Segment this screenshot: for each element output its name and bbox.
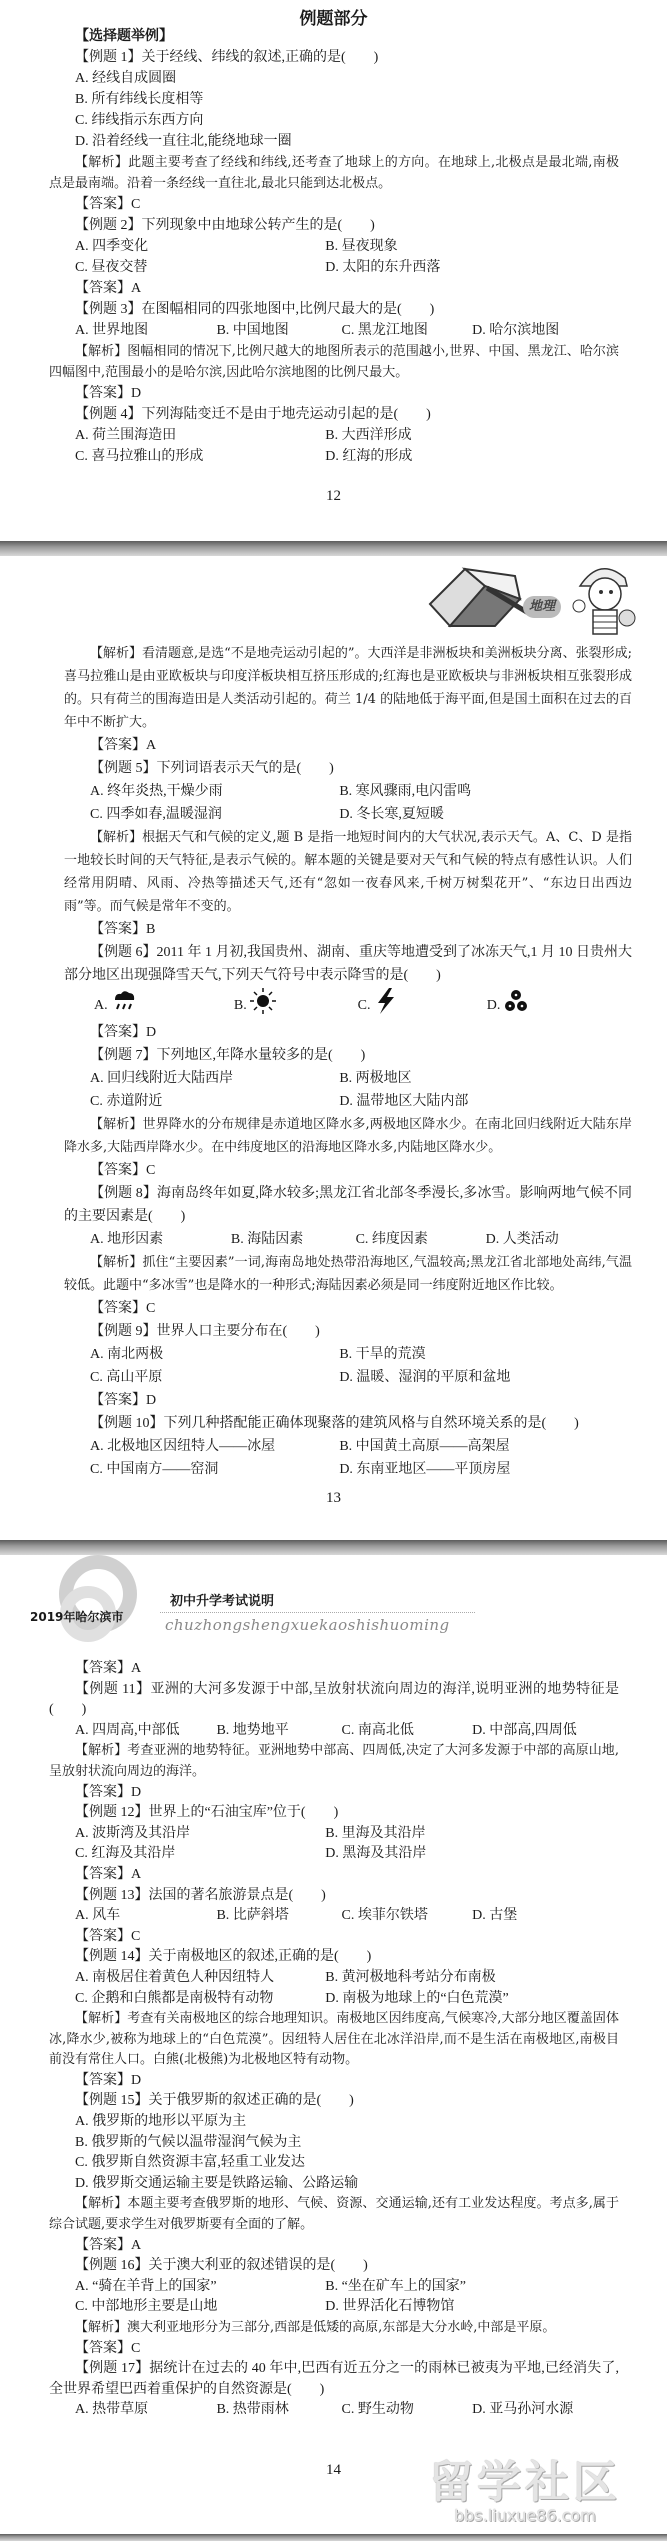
answer: 【答案】D	[75, 2072, 142, 2088]
option	[358, 987, 487, 1023]
option: C. 南高北低	[341, 1722, 414, 1738]
question: 【例题 14】关于南极地区的叙述,正确的是( )	[75, 1949, 372, 1965]
answer: 【答案】A	[75, 1866, 142, 1882]
answer: 【答案】A	[90, 738, 157, 753]
option: B. 比萨斜塔	[216, 1908, 289, 1924]
option: A. 四周高,中部低	[75, 1722, 180, 1738]
answer: 【答案】A	[75, 281, 142, 296]
options-group	[49, 1824, 619, 1865]
options-group	[49, 2112, 619, 2194]
option: C. 野生动物	[341, 2402, 414, 2418]
answer: 【答案】C	[90, 1163, 156, 1178]
option: C. 四季如春,温暖湿润	[90, 807, 222, 822]
answer: 【答案】C	[75, 197, 141, 212]
option-label: C.	[357, 997, 371, 1013]
option: D. 世界活化石博物馆	[325, 2299, 455, 2315]
question: 【例题 10】下列几种搭配能正确体现聚落的建筑风格与自然环境关系的是( )	[90, 1416, 579, 1431]
options-group	[49, 68, 619, 152]
option: B. 大西洋形成	[325, 428, 412, 443]
option: D. 古堡	[472, 1908, 518, 1924]
options-group	[49, 236, 619, 278]
page-content	[49, 26, 619, 467]
answer: 【答案】D	[75, 386, 142, 401]
page-13	[0, 556, 667, 1540]
option: C. 埃菲尔铁塔	[341, 1908, 428, 1924]
options-group	[49, 320, 619, 341]
answer: 【答案】C	[75, 2340, 141, 2356]
question: 【例题 2】下列现象中由地球公转产生的是( )	[75, 218, 375, 233]
options-group	[49, 1721, 619, 1742]
weather-symbol-options	[64, 987, 632, 1021]
explanation: 【解析】抓住“主要因素”一词,海南岛地处热带沿海地区,气温较高;黑龙江省北部地处高纬,气温较低。此题中“多冰雪”也是降水的一种形式;海陆因素必须是同一纬度附近地区作比较。	[64, 1255, 632, 1293]
answer: 【答案】C	[75, 1928, 141, 1944]
option: C. 纬线指示东西方向	[75, 113, 204, 128]
header-pinyin: chuzhongshengxuekaoshishuoming	[165, 1616, 450, 1634]
option: A. 回归线附近大陆西岸	[90, 1071, 234, 1086]
question: 【例题 6】2011 年 1 月初,我国贵州、湖南、重庆等地遭受到了冰冻天气,1 月 10 日贵州大部分地区出现强降雪天气,下列天气符号中表示降雪的是( )	[64, 945, 632, 983]
explanation: 【解析】看清题意,是选“不是地壳运动引起的”。大西洋是非洲板块和美洲板块分离、张裂形成;喜马拉雅山是由亚欧板块与印度洋板块相互挤压形成的;红海也是亚欧板块与非洲板块相互张裂形成的。只有荷兰的围海造田是人类活动引起的。荷兰 1/4 的陆地低于海平面,但是国土面积在过去的百年中不断扩大。	[64, 646, 632, 730]
options-group	[49, 425, 619, 467]
option: D. 南极为地球上的“白色荒漠”	[325, 1990, 509, 2006]
option: D. 太阳的东升西落	[325, 260, 441, 275]
question: 【例题 15】关于俄罗斯的叙述正确的是( )	[75, 2093, 354, 2109]
options-group	[49, 1968, 619, 2009]
watermark-text: 留学社区	[429, 2457, 621, 2508]
options-group	[64, 1343, 632, 1389]
option: B. 中国地图	[216, 323, 289, 338]
logo-circles-icon	[50, 1554, 145, 1649]
options-group	[49, 2277, 619, 2318]
options-group	[49, 2400, 619, 2421]
option: D. 沿着经线一直往北,能绕地球一圈	[75, 134, 292, 149]
page-content	[49, 1659, 619, 2421]
option: B. 里海及其沿岸	[325, 1825, 426, 1841]
question: 【例题 16】关于澳大利亚的叙述错误的是( )	[75, 2258, 368, 2274]
subject-badge: 地理	[523, 596, 561, 618]
answer: 【答案】D	[90, 1025, 157, 1040]
option: B. 中国黄土高原——高架屋	[339, 1439, 510, 1454]
option: B. 黄河极地科考站分布南极	[325, 1969, 496, 1985]
option: A. 热带草原	[75, 2402, 149, 2418]
option: B. 昼夜现象	[325, 239, 398, 254]
question: 【例题 7】下列地区,年降水量较多的是( )	[90, 1048, 366, 1063]
options-group	[64, 1228, 632, 1251]
explanation: 【解析】考查有关南极地区的综合地理知识。南极地区因纬度高,气候寒冷,大部分地区覆盖固体冰,降水少,被称为地球上的“白色荒漠”。因纽特人居住在北冰洋沿岸,而不是生活在南极地区,南极目前没有常住人口。白熊(北极熊)为北极地区特有动物。	[49, 2011, 619, 2068]
option	[487, 987, 632, 1023]
explanation: 【解析】此题主要考查了经线和纬线,还考查了地球上的方向。在地球上,北极点是最北端,南极点是最南端。沿着一条经线一直往北,最北只能到达北极点。	[49, 155, 619, 191]
option: D. 人类活动	[485, 1232, 559, 1247]
page-title: 例题部分	[299, 9, 368, 29]
option	[234, 987, 358, 1023]
options-group	[49, 1906, 619, 1927]
option: D. 中部高,四周低	[472, 1722, 577, 1738]
option: C. 中部地形主要是山地	[75, 2299, 218, 2315]
page-number: 12	[326, 488, 341, 504]
answer: 【答案】A	[75, 2237, 142, 2253]
option: C. 黑龙江地图	[341, 323, 428, 338]
option: C. 高山平原	[90, 1370, 163, 1385]
page-divider	[0, 1540, 667, 1555]
option: C. 纬度因素	[355, 1232, 428, 1247]
lightning-icon	[372, 987, 400, 1023]
option: D. 温带地区大陆内部	[339, 1094, 469, 1109]
option: A. 南极居住着黄色人种因纽特人	[75, 1969, 275, 1985]
answer: 【答案】D	[90, 1393, 157, 1408]
watermark	[390, 2459, 660, 2525]
page-14	[0, 1554, 667, 2541]
option: B. 两极地区	[339, 1071, 412, 1086]
explanation: 【解析】根据天气和气候的定义,题 B 是指一地短时间内的大气状况,表示天气。A、C、D 是指一地较长时间的天气特征,是表示气候的。解本题的关键是要对天气和气候的特点有感性认识。人们经常用阴晴、风雨、冷热等描述天气,还有“忽如一夜春风来,千树万树梨花开”、“东边日出西边雨”等。而气候是常年不变的。	[64, 830, 632, 914]
explanation: 【解析】世界降水的分布规律是赤道地区降水多,两极地区降水少。在南北回归线附近大陆东岸降水多,大陆西岸降水少。在中纬度地区的沿海地区降水多,内陆地区降水少。	[64, 1117, 632, 1155]
option: D. 亚马孙河水源	[472, 2402, 574, 2418]
question: 【例题 4】下列海陆变迁不是由于地壳运动引起的是( )	[75, 407, 431, 422]
page-number: 13	[326, 1490, 341, 1506]
options-group	[64, 780, 632, 826]
open-book-icon	[425, 564, 535, 634]
option: C. 中国南方——窑洞	[90, 1462, 219, 1477]
option: C. 昼夜交替	[75, 260, 148, 275]
option: A. 世界地图	[75, 323, 149, 338]
option: D. 温暖、湿润的平原和盆地	[339, 1370, 511, 1385]
option: D. 俄罗斯交通运输主要是铁路运输、公路运输	[75, 2175, 359, 2191]
option: C. 企鹅和白熊都是南极特有动物	[75, 1990, 274, 2006]
option: D. 东南亚地区——平顶房屋	[339, 1462, 511, 1477]
page-divider	[0, 2534, 667, 2541]
option: A. 北极地区因纽特人——冰屋	[90, 1439, 276, 1454]
option: B. 俄罗斯的气候以温带湿润气候为主	[75, 2134, 302, 2150]
option: B. 海陆因素	[230, 1232, 304, 1247]
option: D. 红海的形成	[325, 449, 413, 464]
option: C. 喜马拉雅山的形成	[75, 449, 204, 464]
question: 【例题 9】世界人口主要分布在( )	[90, 1324, 320, 1339]
page-number: 14	[326, 2462, 341, 2478]
option: A. 俄罗斯的地形以平原为主	[75, 2114, 247, 2130]
option: A. 终年炎热,干燥少雨	[90, 784, 223, 799]
option: B. “坐在矿车上的国家”	[325, 2278, 466, 2294]
question: 【例题 5】下列词语表示天气的是( )	[90, 761, 334, 776]
option: A. 四季变化	[75, 239, 149, 254]
question: 【例题 13】法国的著名旅游景点是( )	[75, 1887, 326, 1903]
options-group	[64, 1435, 632, 1481]
header-title: 初中升学考试说明	[170, 1594, 275, 1609]
option: C. 赤道附近	[90, 1094, 163, 1109]
option: A. 风车	[75, 1908, 121, 1924]
answer: 【答案】C	[90, 1301, 156, 1316]
option: A. 南北两极	[90, 1347, 164, 1362]
option: D. 哈尔滨地图	[472, 323, 560, 338]
option: B. 寒风骤雨,电闪雷鸣	[339, 784, 472, 799]
option: B. 地势地平	[216, 1722, 289, 1738]
explanation: 【解析】图幅相同的情况下,比例尺越大的地图所表示的范围越小,世界、中国、黑龙江、哈尔滨四幅图中,范围最小的是哈尔滨,因此哈尔滨地图的比例尺最大。	[49, 344, 619, 380]
answer: 【答案】B	[90, 922, 156, 937]
option-label: A.	[94, 997, 108, 1013]
option: B. 热带雨林	[216, 2402, 289, 2418]
option: A. 地形因素	[90, 1232, 164, 1247]
option: D. 冬长寒,夏短暖	[339, 807, 444, 822]
snow-icon	[502, 987, 530, 1023]
option: C. 红海及其沿岸	[75, 1846, 176, 1862]
option: A. 荷兰围海造田	[75, 428, 177, 443]
answer: 【答案】D	[75, 1784, 142, 1800]
option: A. 波斯湾及其沿岸	[75, 1825, 191, 1841]
option	[94, 987, 234, 1023]
option: A. “骑在羊背上的国家”	[75, 2278, 217, 2294]
question: 【例题 17】据统计在过去的 40 年中,巴西有近五分之一的雨林已被夷为平地,已经消失了,全世界希望巴西着重保护的自然资源是( )	[49, 2361, 619, 2397]
explanation: 【解析】考查亚洲的地势特征。亚洲地势中部高、四周低,决定了大河多发源于中部的高原山地,呈放射状流向周边的海洋。	[49, 1743, 619, 1779]
explanation: 【解析】本题主要考查俄罗斯的地形、气候、资源、交通运输,还有工业发达程度。考点多,属于综合试题,要求学生对俄罗斯要有全面的了解。	[49, 2196, 619, 2233]
option-label: B.	[233, 997, 247, 1013]
option: D. 黑海及其沿岸	[325, 1846, 427, 1862]
options-group	[64, 1067, 632, 1113]
header-divider	[160, 1612, 475, 1613]
header-city: 2019年哈尔滨市	[30, 1610, 124, 1624]
page-12	[0, 0, 667, 540]
rain-icon	[110, 987, 138, 1023]
option: B. 所有纬线长度相等	[75, 92, 204, 107]
section-heading: 【选择题举例】	[75, 28, 173, 44]
sun-icon	[249, 987, 277, 1023]
option: B. 干旱的荒漠	[339, 1347, 426, 1362]
page-content	[64, 642, 632, 1481]
option-label: D.	[486, 997, 501, 1013]
question: 【例题 8】海南岛终年如夏,降水较多;黑龙江省北部冬季漫长,多冰雪。影响两地气候不同的主要因素是( )	[64, 1186, 632, 1224]
question: 【例题 11】亚洲的大河多发源于中部,呈放射状流向周边的海洋,说明亚洲的地势特征是( )	[49, 1681, 619, 1718]
option: C. 俄罗斯自然资源丰富,轻重工业发达	[75, 2155, 305, 2171]
page-divider	[0, 541, 667, 556]
question: 【例题 12】世界上的“石油宝库”位于( )	[75, 1805, 339, 1821]
question: 【例题 1】关于经线、纬线的叙述,正确的是( )	[75, 50, 379, 65]
answer: 【答案】A	[75, 1661, 142, 1676]
question: 【例题 3】在图幅相同的四张地图中,比例尺最大的是( )	[75, 302, 435, 317]
watermark-url: bbs.liuxue86.com	[454, 2506, 596, 2525]
cartoon-boy-icon	[565, 556, 645, 636]
explanation: 【解析】澳大利亚地形分为三部分,西部是低矮的高原,东部是大分水岭,中部是平原。	[75, 2320, 556, 2335]
option: A. 经线自成圆圈	[75, 71, 177, 86]
